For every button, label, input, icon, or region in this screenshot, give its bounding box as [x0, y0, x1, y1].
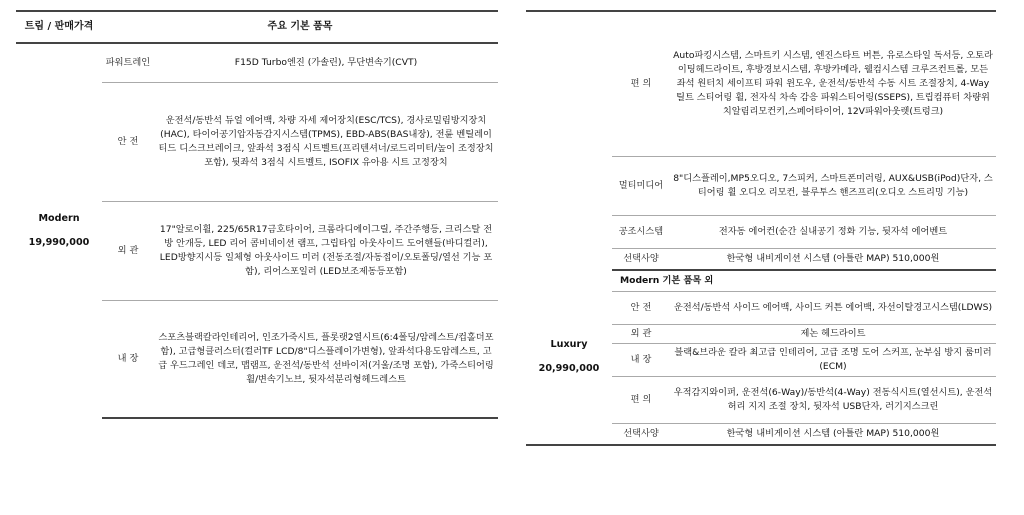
- category-cell: 파워트레인: [105, 57, 151, 68]
- luxury-spec-table: [526, 10, 996, 446]
- category-cell: 내 장: [102, 301, 154, 419]
- items-cell: 17"알로이휠, 225/65R17금호타이어, 크롬라디에이그릴, 주간주행등, 크리스탈 전방 안개등, LED 리어 콤비네이션 램프, 그립타입 아웃사이드 도어핸들(바디컬러), LED방향지시등 일체형 아웃사이드 미러 (전동조절/자동접이/오토폴딩/열선 기능 포함), 리어스포일러 (LED보조제동등포함): [154, 202, 498, 301]
- category-cell: 편 의: [612, 377, 670, 424]
- table-row: [16, 43, 498, 83]
- items-cell: 우적감지와이퍼, 운전석(6-Way)/동반석(4-Way) 전동식시트(열선시트), 운전석 허리 지지 조절 장치, 뒷자석 USB단자, 러기지스크린: [670, 377, 996, 424]
- items-cell: 8"디스플레이,MP5오디오, 7스피커, 스마트폰미러링, AUX&USB(iPod)단자, 스티어링 휠 오디오 리모컨, 블루투스 핸즈프리(오디오 스트리밍 기능): [670, 157, 996, 216]
- table-header-row: [16, 11, 498, 43]
- category-cell: 외 관: [102, 202, 154, 301]
- category-cell: 외 관: [612, 325, 670, 344]
- trim-name: Luxury: [550, 339, 588, 350]
- category-cell: 공조시스템: [612, 216, 670, 249]
- trim-price: 19,990,000: [28, 237, 90, 248]
- category-cell: 멀티미디어: [612, 157, 670, 216]
- modern-spec-table: [16, 10, 498, 419]
- category-cell: 선택사양: [612, 249, 670, 271]
- items-cell: 한국형 내비게이션 시스템 (아틀란 MAP) 510,000원: [670, 424, 996, 446]
- category-cell: 내 장: [612, 344, 670, 377]
- items-cell: 전자동 에어컨(순간 실내공기 정화 기능, 뒷자석 에어벤트: [670, 216, 996, 249]
- items-cell: 한국형 내비게이션 시스템 (아틀란 MAP) 510,000원: [670, 249, 996, 271]
- trim-cell-blank: [526, 11, 612, 270]
- items-cell: 스포츠블랙칼라인테리어, 인조가죽시트, 플롯랫2열시트(6:4폴딩/암레스트/컵홀더포함), 고급형클러스터(컬러TF LCD/8"디스플레이가변형), 앞좌석다용도암레스트, 고급 우드그레인 데코, 맵램프, 운전석/동반석 선바이저(거울/조명 포함), 가죽스티어링 휠/변속기노브, 뒷자석분리형헤드레스트: [154, 301, 498, 419]
- items-cell: 제논 헤드라이트: [670, 325, 996, 344]
- items-cell: Auto파킹시스템, 스마트키 시스템, 엔진스타트 버튼, 유로스타일 독서등, 오토라이팅헤드라이트, 후방경보시스템, 후방카메라, 웰컴시스템 크루즈컨트롤, 모든 좌석 원터치 세이프티 파워 윈도우, 운전석/동반석 수동 시트 조절장치, 4-Way 틸트 스티어링 휠, 전자식 차속 감응 파워스티어링(SSEPS), 트립컴퓨터 차량위치알림리모컨키,스페어타이어, 12V파워아웃렛(트렁크): [673, 50, 993, 117]
- trim-name: Modern: [38, 213, 80, 224]
- category-cell: 편 의: [630, 78, 652, 89]
- category-cell: 안 전: [612, 292, 670, 325]
- trim-cell-modern: [16, 43, 102, 418]
- luxury-subheader: Modern 기본 품목 외: [612, 270, 996, 292]
- category-cell: 안 전: [102, 83, 154, 202]
- table-row: [526, 11, 996, 157]
- header-trim: 트림 / 판매가격: [16, 11, 102, 43]
- items-cell: F15D Turbo엔진 (가솔린), 무단변속기(CVT): [234, 57, 418, 68]
- items-cell: 운전석/동반석 듀얼 에어백, 차량 자세 제어장치(ESC/TCS), 경사로밀림방지장치(HAC), 타이어공기압자동감지시스템(TPMS), EBD-ABS(BAS내장), 전륜 벤틸레이티드 디스크브레이크, 앞좌석 3점식 시트벨트(프리텐셔너/로드리미터/높이 조정장치 포함), 뒷좌석 3점식 시트벨트, ISOFIX 유아용 시트 고정장치: [154, 83, 498, 202]
- items-cell: 블랙&브라운 칼라 최고급 인테리어, 고급 조명 도어 스커프, 눈부심 방지 룸미러(ECM): [670, 344, 996, 377]
- category-cell: 선택사양: [612, 424, 670, 446]
- header-features: 주요 기본 품목: [102, 11, 498, 43]
- luxury-subheader-row: [526, 270, 996, 292]
- items-cell: 운전석/동반석 사이드 에어백, 사이드 커튼 에어백, 자선이탈경고시스템(LDWS): [670, 292, 996, 325]
- trim-cell-luxury: [526, 270, 612, 445]
- trim-price: 20,990,000: [538, 363, 600, 374]
